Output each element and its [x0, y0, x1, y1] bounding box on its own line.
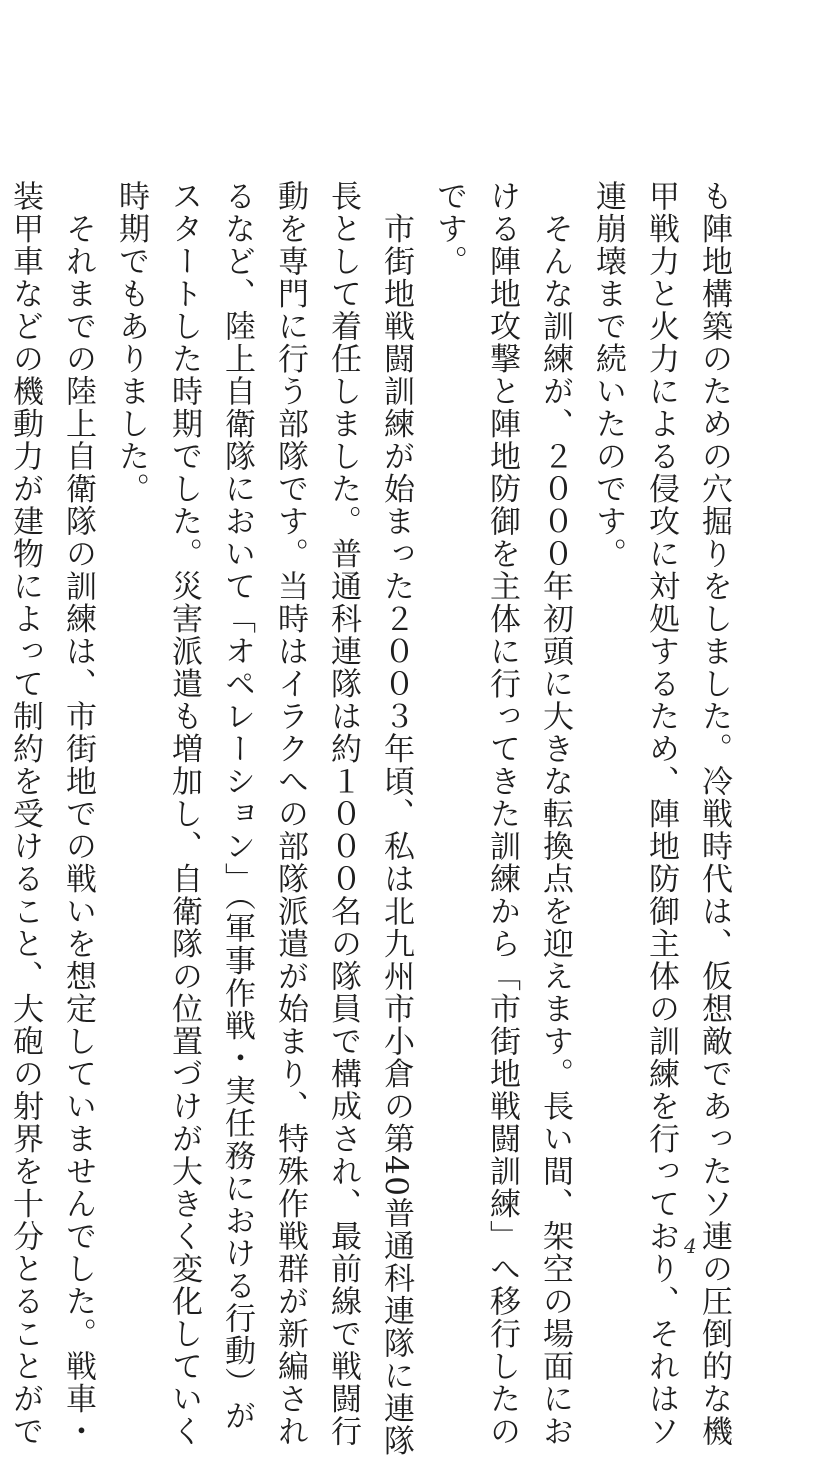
vertical-text-block [7, 180, 740, 1457]
page-number: 4 [684, 1234, 697, 1258]
text-line: 時期でもありました。 [113, 180, 149, 505]
text-line: そんな訓練が、２０００年初頭に大きな転換点を迎えます。長い間、架空の場面にお [537, 180, 573, 1448]
text-line: 装甲車などの機動力が建物によって制約を受けること、大砲の射界を十分とることがで [7, 180, 43, 1448]
text-line: スタートした時期でした。災害派遣も増加し、自衛隊の位置づけが大きく変化していく [166, 180, 202, 1448]
text-line: 市街地戦闘訓練が始まった２００３年頃、私は北九州市小倉の第40普通科連隊に連隊 [378, 180, 414, 1457]
text-line: それまでの陸上自衛隊の訓練は、市街地での戦いを想定していませんでした。戦車・ [60, 180, 96, 1448]
text-line: ける陣地攻撃と陣地防御を主体に行ってきた訓練から「市街地戦闘訓練」へ移行したの [484, 180, 520, 1448]
text-line: も陣地構築のための穴掘りをしました。冷戦時代は、仮想敵であったソ連の圧倒的な機 [696, 180, 732, 1448]
text-line: 動を専門に行う部隊です。当時はイラクへの部隊派遣が始まり、特殊作戦群が新編され [272, 180, 308, 1448]
text-line: です。 [431, 180, 467, 278]
text-line: るなど、陸上自衛隊において「オペレーション」（軍事作戦・実任務における行動）が [219, 180, 255, 1432]
text-line: 甲戦力と火力による侵攻に対処するため、陣地防御主体の訓練を行っており、それはソ [643, 180, 679, 1448]
text-line: 長として着任しました。普通科連隊は約１０００名の隊員で構成され、最前線で戦闘行 [325, 180, 361, 1448]
text-line: 連崩壊まで続いたのです。 [590, 180, 626, 570]
